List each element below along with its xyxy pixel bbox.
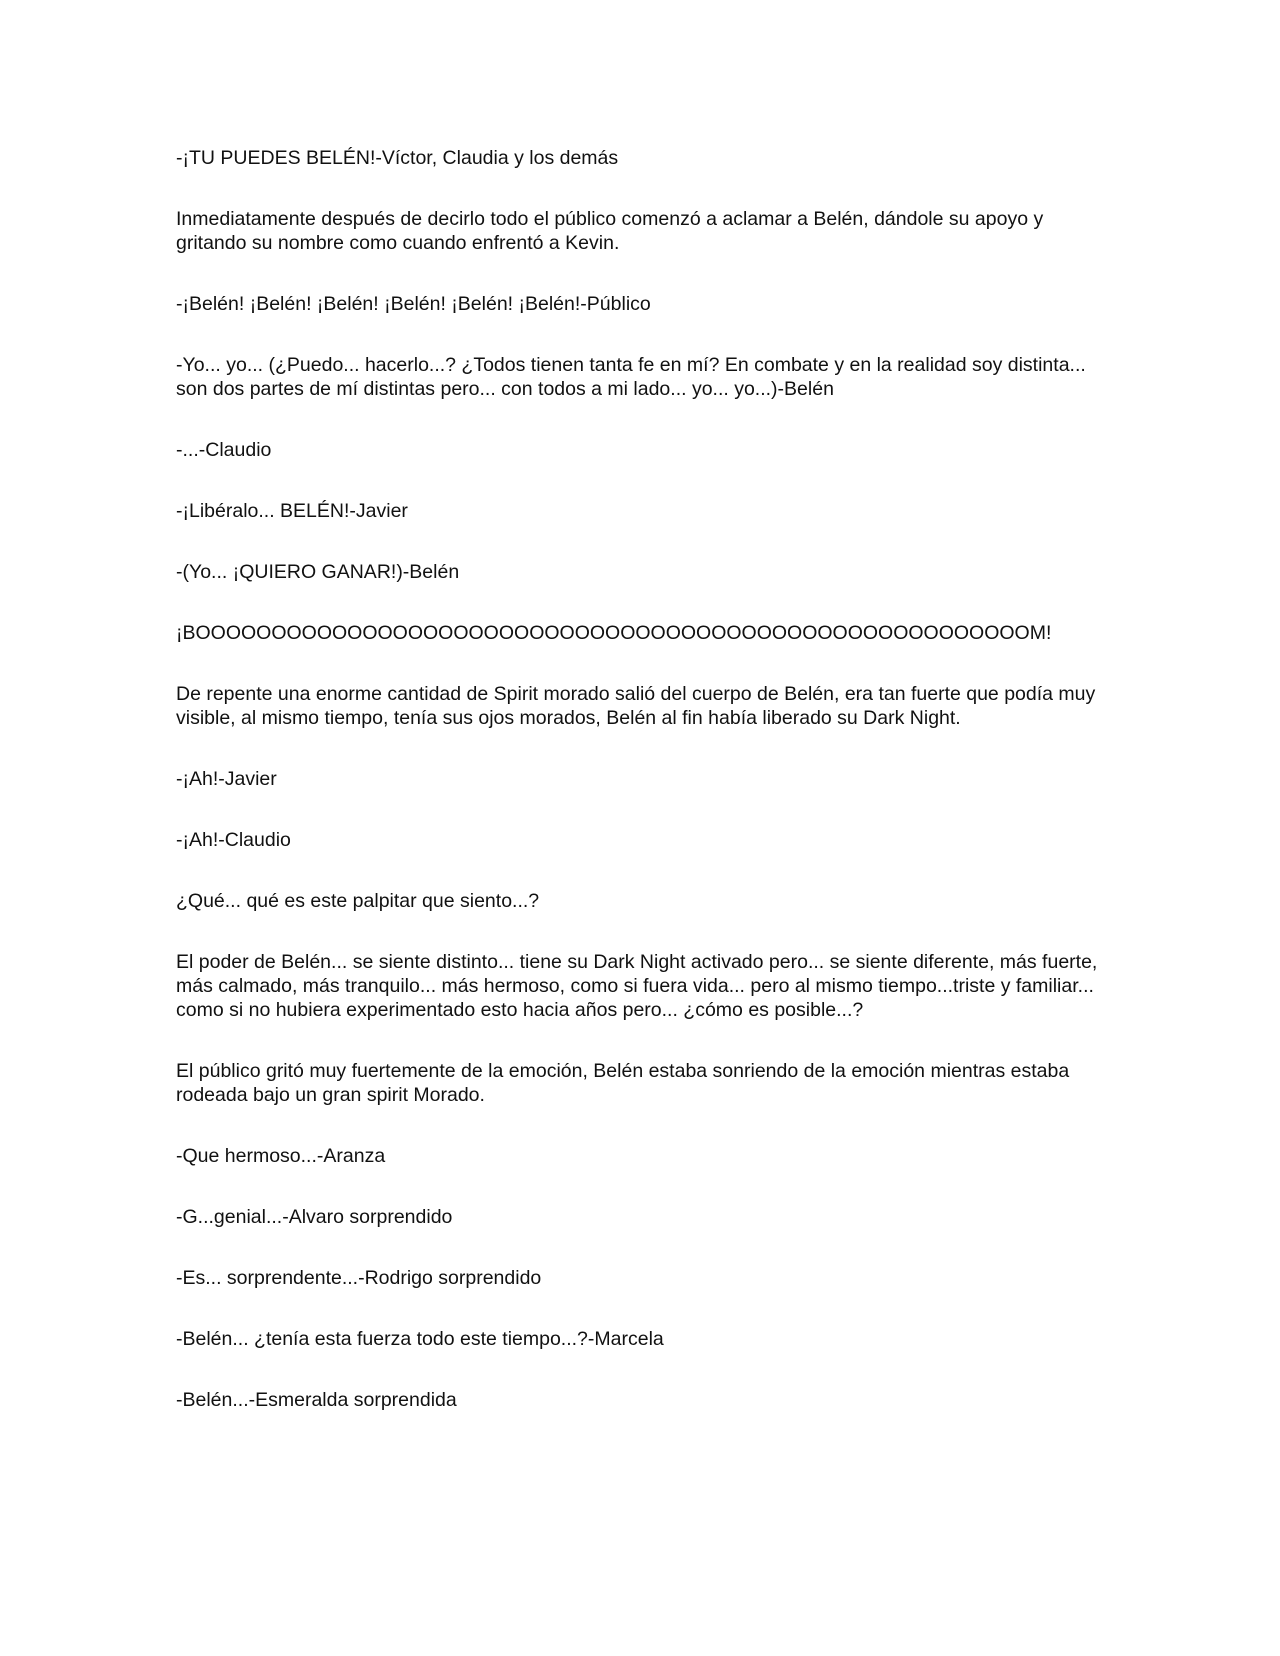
- dialogue-line: -Belén...-Esmeralda sorprendida: [176, 1389, 457, 1411]
- sound-effect-line: ¡BOOOOOOOOOOOOOOOOOOOOOOOOOOOOOOOOOOOOOOOOOOOOOOOOOOOOOOOM!: [176, 622, 1052, 644]
- dialogue-line: -(Yo... ¡QUIERO GANAR!)-Belén: [176, 561, 460, 583]
- dialogue-line: -¡TU PUEDES BELÉN!-Víctor, Claudia y los demás: [176, 147, 619, 169]
- narration-paragraph: ¿Qué... qué es este palpitar que siento...?: [176, 890, 540, 912]
- narration-paragraph: El público gritó muy fuertemente de la emoción, Belén estaba sonriendo de la emoción mientras estaba rodeada bajo un gran spirit Morado.: [176, 1060, 1070, 1106]
- dialogue-line: -¡Ah!-Claudio: [176, 829, 291, 851]
- dialogue-line: -¡Libéralo... BELÉN!-Javier: [176, 500, 408, 522]
- dialogue-line: -¡Ah!-Javier: [176, 768, 277, 790]
- dialogue-line: -Yo... yo... (¿Puedo... hacerlo...? ¿Todos tienen tanta fe en mí? En combate y en la realidad soy distinta... son dos partes de mí distintas pero... con todos a mi lado... yo... yo...)-Belén: [176, 354, 1086, 400]
- narration-paragraph: De repente una enorme cantidad de Spirit morado salió del cuerpo de Belén, era tan fuerte que podía muy visible, al mismo tiempo, tenía sus ojos morados, Belén al fin había liberado su Dark Night.: [176, 683, 1096, 729]
- narration-paragraph: Inmediatamente después de decirlo todo el público comenzó a aclamar a Belén, dándole su apoyo y gritando su nombre como cuando enfrentó a Kevin.: [176, 208, 1044, 254]
- dialogue-line: -Que hermoso...-Aranza: [176, 1145, 386, 1167]
- dialogue-line: -Es... sorprendente...-Rodrigo sorprendido: [176, 1267, 542, 1289]
- narration-paragraph: El poder de Belén... se siente distinto... tiene su Dark Night activado pero... se siente diferente, más fuerte, más calmado, más tranquilo... más hermoso, como si fuera vida... pero al mismo tiempo...triste y familiar... como si no hubiera experimentado esto hacia años pero... ¿cómo es posible...?: [176, 951, 1098, 1021]
- document-body: [176, 146, 1106, 1449]
- dialogue-line: -G...genial...-Alvaro sorprendido: [176, 1206, 453, 1228]
- dialogue-line: -¡Belén! ¡Belén! ¡Belén! ¡Belén! ¡Belén! ¡Belén!-Público: [176, 293, 651, 315]
- dialogue-line: -Belén... ¿tenía esta fuerza todo este tiempo...?-Marcela: [176, 1328, 664, 1350]
- dialogue-line: -...-Claudio: [176, 439, 272, 461]
